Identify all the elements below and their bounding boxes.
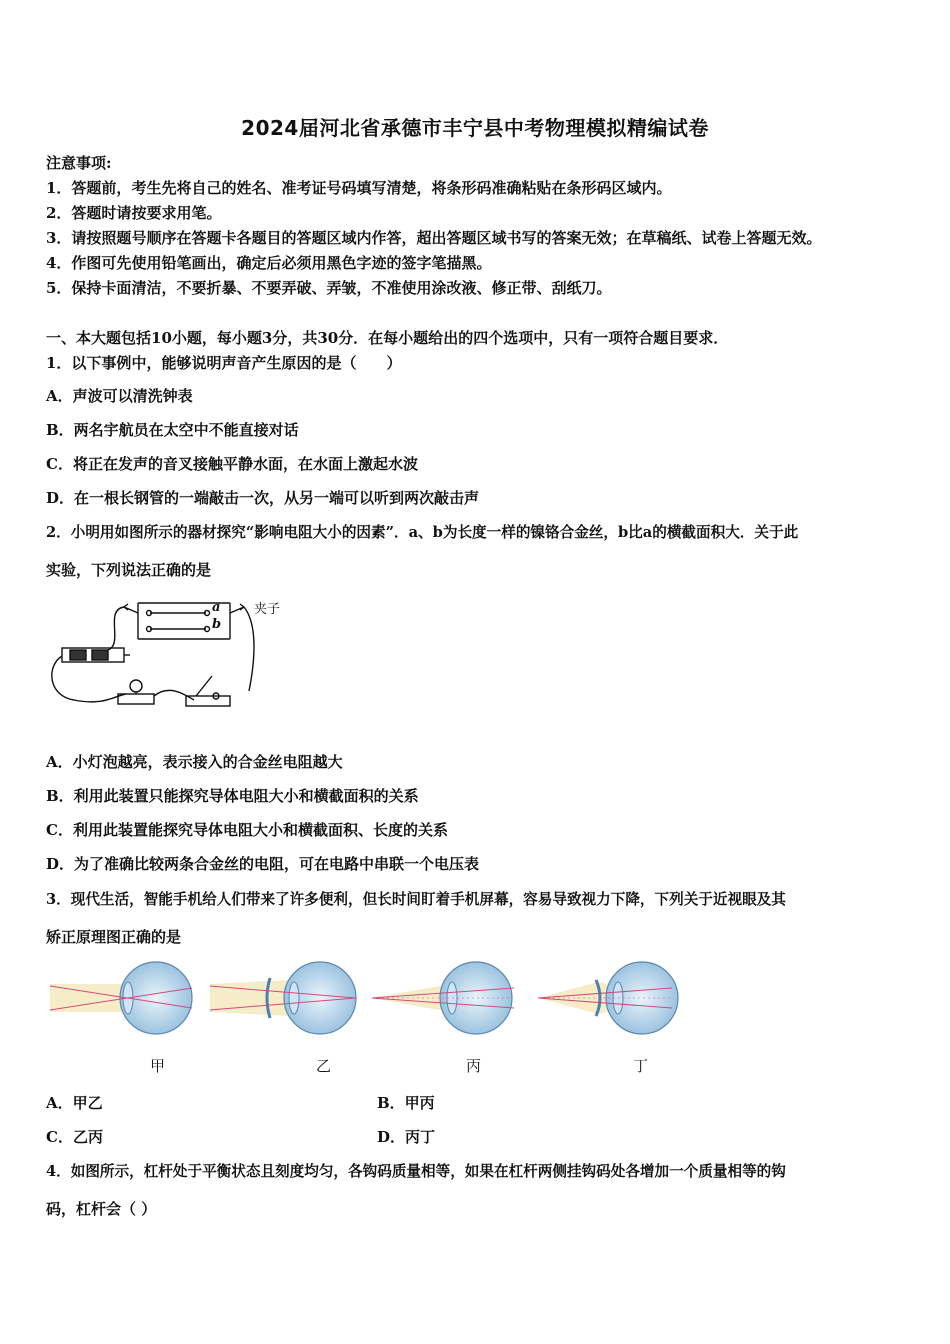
question-3-stem: 矫正原理图正确的是: [46, 928, 182, 946]
notice-item: 3．请按照题号顺序在答题卡各题目的答题区域内作答，超出答题区域书写的答案无效；在草稿纸、试卷上答题无效。: [46, 229, 822, 247]
circuit-figure: [44, 596, 294, 716]
section-heading: 一、本大题包括10小题，每小题3分，共30分．在每小题给出的四个选项中，只有一项符合题目要求．: [46, 329, 729, 347]
question-3-option-b: B．甲丙: [377, 1094, 435, 1112]
question-4-stem: 码，杠杆会（ ）: [46, 1200, 157, 1218]
question-2-option-b: B．利用此装置只能探究导体电阻大小和横截面积的关系: [46, 787, 419, 805]
question-3-option-c: C．乙丙: [46, 1128, 103, 1146]
notice-item: 2．答题时请按要求用笔。: [46, 204, 222, 222]
question-2-stem: 实验，下列说法正确的是: [46, 561, 212, 579]
question-4-stem: 4．如图所示，杠杆处于平衡状态且刻度均匀，各钩码质量相等，如果在杠杆两侧挂钩码处各增加一个质量相等的钩: [46, 1163, 786, 1180]
wire-a-label: a: [212, 600, 221, 615]
question-1-option-d: D．在一根长钢管的一端敲击一次，从另一端可以听到两次敲击声: [46, 489, 480, 507]
eye-label-bing: 丙: [466, 1057, 482, 1075]
notice-item: 1．答题前，考生先将自己的姓名、准考证号码填写清楚，将条形码准确粘贴在条形码区域内。: [46, 179, 672, 197]
question-1-stem: 1．以下事例中，能够说明声音产生原因的是（ ）: [46, 354, 402, 372]
notice-item: 5．保持卡面清洁，不要折暴、不要弄破、弄皱，不准使用涂改液、修正带、刮纸刀。: [46, 279, 612, 297]
notice-item: 4．作图可先使用铅笔画出，确定后必须用黑色字迹的签字笔描黑。: [46, 254, 492, 272]
question-2-option-d: D．为了准确比较两条合金丝的电阻，可在电路中串联一个电压表: [46, 855, 480, 873]
eye-label-yi: 乙: [316, 1057, 332, 1075]
question-2-option-a: A．小灯泡越亮，表示接入的合金丝电阻越大: [46, 753, 343, 771]
clip-label: 夹子: [254, 602, 281, 617]
question-2-stem: 2．小明用如图所示的器材探究“影响电阻大小的因素”．a、b为长度一样的镍铬合金丝，b比a的横截面积大．关于此: [46, 524, 799, 541]
question-1-option-a: A．声波可以清洗钟表: [46, 387, 193, 405]
notice-heading: 注意事项:: [46, 154, 112, 172]
question-3-option-a: A．甲乙: [46, 1094, 103, 1112]
question-3-option-d: D．丙丁: [377, 1128, 436, 1146]
eye-label-ding: 丁: [633, 1057, 649, 1075]
wire-b-label: b: [212, 617, 222, 632]
eye-diagrams: [46, 958, 686, 1038]
eye-label-jia: 甲: [150, 1057, 166, 1075]
question-3-stem: 3．现代生活，智能手机给人们带来了许多便利，但长时间盯着手机屏幕，容易导致视力下降，下列关于近视眼及其: [46, 891, 786, 908]
page-title: 2024届河北省承德市丰宁县中考物理模拟精编试卷: [241, 116, 709, 140]
eye-diagram-figure: [46, 958, 686, 1038]
question-1-option-c: C．将正在发声的音叉接触平静水面，在水面上激起水波: [46, 455, 418, 473]
question-2-option-c: C．利用此装置能探究导体电阻大小和横截面积、长度的关系: [46, 821, 448, 839]
question-1-option-b: B．两名宇航员在太空中不能直接对话: [46, 421, 299, 439]
